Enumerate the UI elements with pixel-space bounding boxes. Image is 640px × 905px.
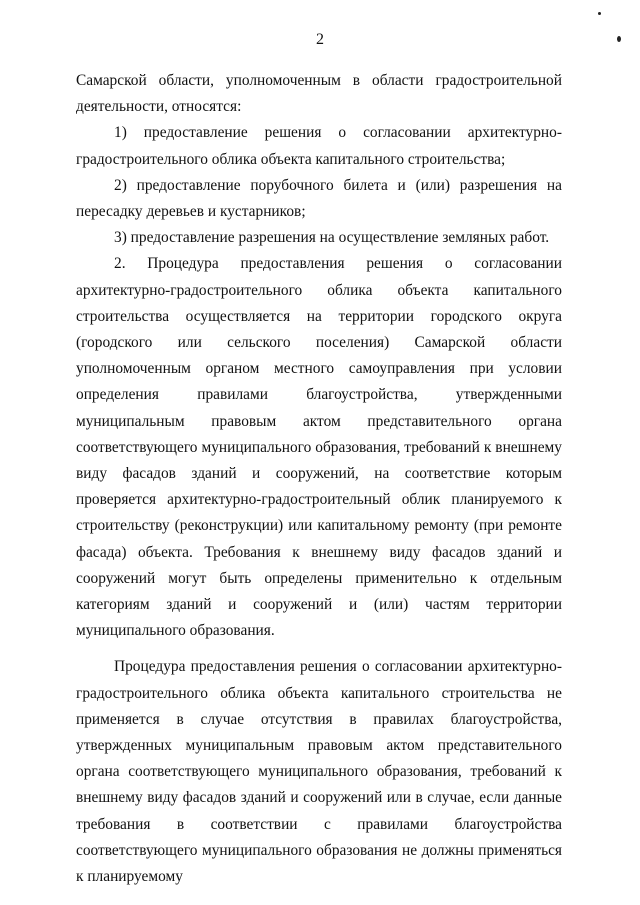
page-number: 2 [316,31,324,48]
paragraph: 2. Процедура предоставления решения о согласовании архитектурно-градостроительного облика объекта капитального строительства осуществляется на территории городского округа (городского или сельского поселения) Самарской области уполномоченным органом местного самоуправления при условии определения правилами благоустройства, утвержденными муниципальным правовым актом представительного органа соответствующего муниципального образования, требований к внешнему виду фасадов зданий и сооружений, на соответствие которым проверяется архитектурно-градостроительный облик планируемого к строительству (реконструкции) или капитальному ремонту (при ремонте фасада) объекта. Требования к внешнему виду фасадов зданий и сооружений могут быть определены применительно к отдельным категориям зданий и сооружений и (или) частям территории муниципального образования. [76,255,562,640]
paragraph: Самарской области, уполномоченным в области градостроительной деятельности, относятся: [76,72,562,116]
paragraph: 2) предоставление порубочного билета и (или) разрешения на пересадку деревьев и кустарников; [76,176,562,221]
document-body [76,68,562,890]
paragraph: Процедура предоставления решения о согласовании архитектурно-градостроительного облика объекта капитального строительства не применяется в случае отсутствия в правилах благоустройства, утвержденных муниципальным правовым актом представительного органа соответствующего муниципального образования, требований к внешнему виду фасадов зданий и сооружений или в случае, если данные требования в соответствии с правилами благоустройства соответствующего муниципального образования не должны применяться к планируемому [76,658,562,886]
paragraph: 1) предоставление решения о согласовании архитектурно-градостроительного облика объекта капитального строительства; [76,124,562,168]
paragraph: 3) предоставление разрешения на осуществление земляных работ. [114,229,550,247]
scan-speck [598,12,601,15]
